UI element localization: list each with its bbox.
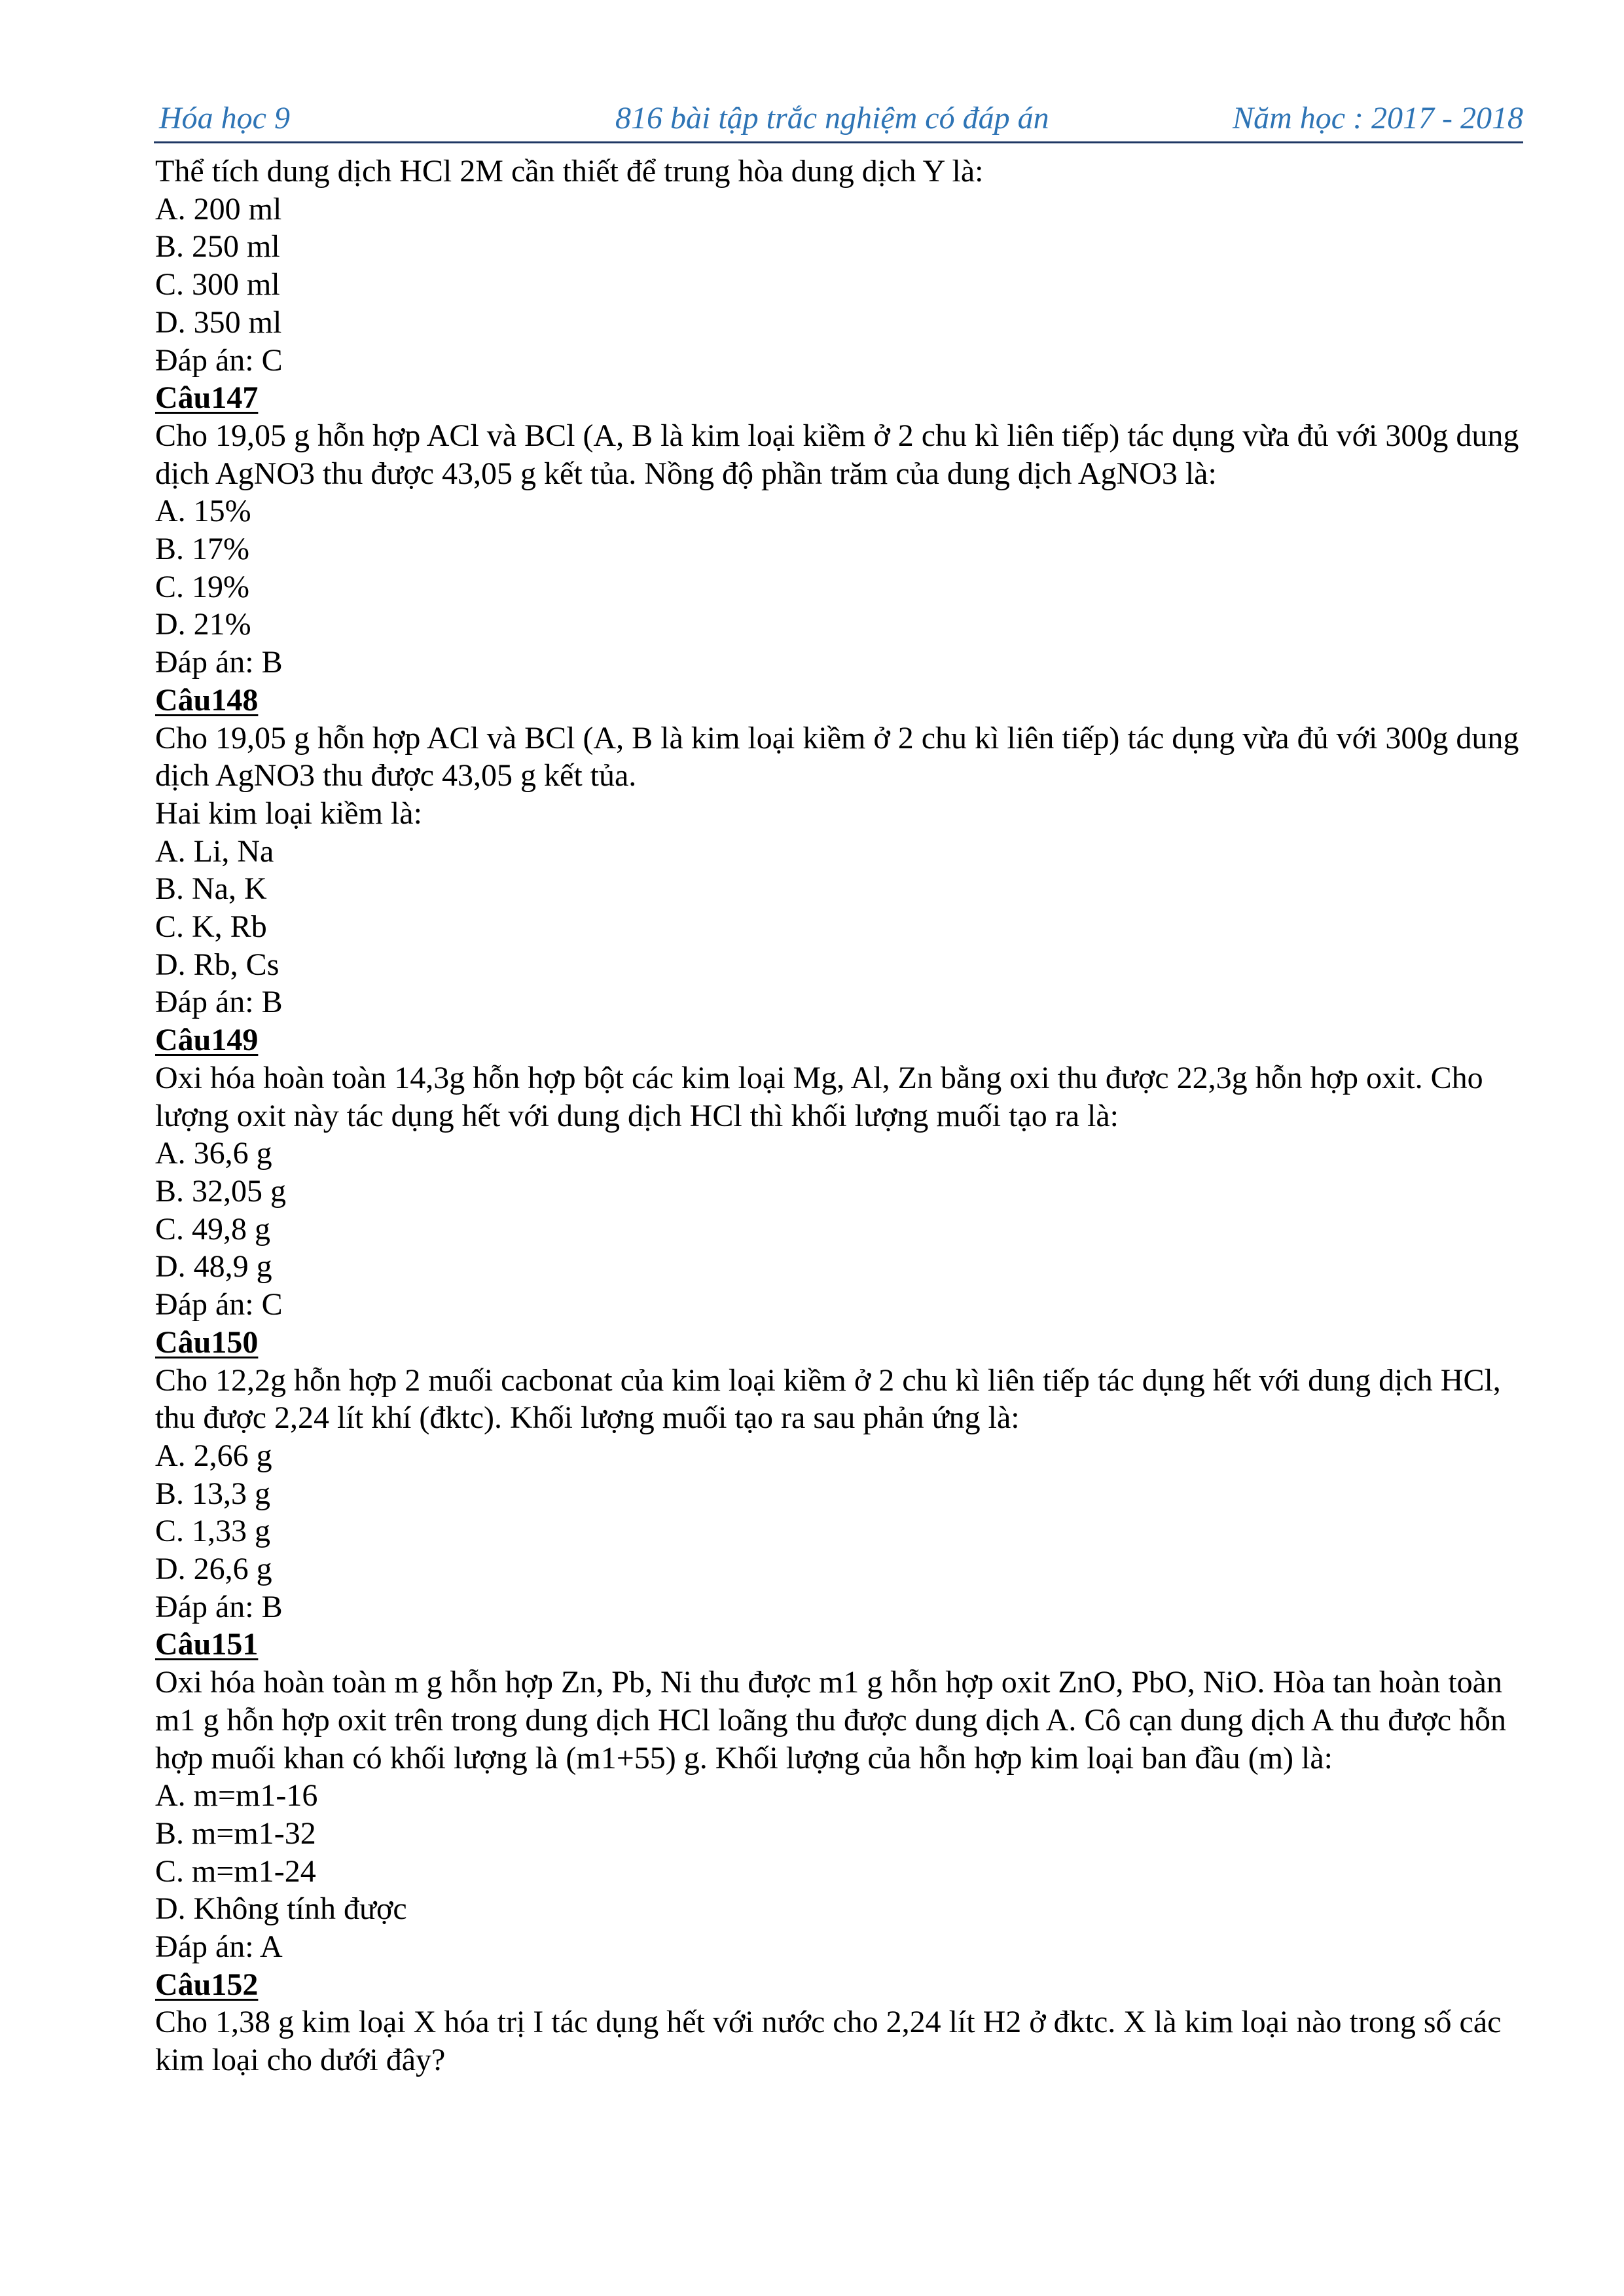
question-text: Hai kim loại kiềm là: (155, 795, 422, 831)
option-d: D. 26,6 g (155, 1552, 272, 1587)
option-a: A. 2,66 g (155, 1438, 272, 1473)
question-title-152: Câu152 (155, 1967, 259, 2002)
answer-line: Đáp án: B (155, 985, 283, 1020)
option-a: A. 200 ml (155, 191, 282, 227)
option-d: D. Rb, Cs (155, 947, 280, 982)
option-a: A. 15% (155, 494, 251, 529)
option-c: C. 19% (155, 569, 249, 604)
option-b: B. 17% (155, 532, 249, 567)
option-a: A. Li, Na (155, 833, 274, 869)
option-d: D. 48,9 g (155, 1249, 272, 1285)
question-title-149: Câu149 (155, 1023, 259, 1058)
question-text: Oxi hóa hoàn toàn 14,3g hỗn hợp bột các kim loại Mg, Al, Zn bằng oxi thu được 22,3g hỗn hợp oxit. Cho lượng oxit này tác dụng hết với dung dịch HCl thì khối lượng muối tạo ra là: (155, 1060, 1483, 1133)
header-title: 816 bài tập trắc nghiệm có đáp án (615, 101, 1049, 136)
option-b: B. m=m1-32 (155, 1815, 316, 1851)
question-text: Thể tích dung dịch HCl 2M cần thiết để trung hòa dung dịch Y là: (155, 154, 984, 189)
option-c: C. K, Rb (155, 909, 267, 945)
option-b: B. 13,3 g (155, 1476, 271, 1511)
option-d: D. 350 ml (155, 304, 282, 340)
option-c: C. m=m1-24 (155, 1853, 316, 1889)
option-d: D. 21% (155, 607, 251, 642)
header-subject: Hóa học 9 (159, 101, 290, 136)
answer-line: Đáp án: A (155, 1929, 283, 1965)
question-title-150: Câu150 (155, 1324, 259, 1360)
option-a: A. m=m1-16 (155, 1778, 318, 1813)
option-b: B. 250 ml (155, 229, 280, 264)
answer-line: Đáp án: B (155, 1589, 283, 1624)
option-a: A. 36,6 g (155, 1136, 272, 1171)
page-header (154, 96, 1523, 143)
question-text: Cho 1,38 g kim loại X hóa trị I tác dụng hết với nước cho 2,24 lít H2 ở đktc. X là kim loại nào trong số các kim loại cho dưới đây? (155, 2005, 1502, 2078)
option-c: C. 1,33 g (155, 1514, 271, 1549)
question-title-148: Câu148 (155, 682, 259, 718)
question-text: Cho 19,05 g hỗn hợp ACl và BCl (A, B là kim loại kiềm ở 2 chu kì liên tiếp) tác dụng vừa đủ với 300g dung dịch AgNO3 thu được 43,05 g kết tủa. (155, 720, 1519, 793)
option-b: B. 32,05 g (155, 1173, 287, 1209)
answer-line: Đáp án: C (155, 342, 283, 378)
option-c: C. 49,8 g (155, 1211, 271, 1247)
header-school-year: Năm học : 2017 - 2018 (1233, 101, 1523, 136)
question-title-151: Câu151 (155, 1627, 259, 1662)
question-text: Cho 19,05 g hỗn hợp ACl và BCl (A, B là kim loại kiềm ở 2 chu kì liên tiếp) tác dụng vừa đủ với 300g dung dịch AgNO3 thu được 43,05 g kết tủa. Nồng độ phần trăm của dung dịch AgNO3 là: (155, 418, 1519, 491)
document-body (155, 153, 1523, 2079)
question-title-147: Câu147 (155, 380, 259, 416)
question-text: Cho 12,2g hỗn hợp 2 muối cacbonat của kim loại kiềm ở 2 chu kì liên tiếp tác dụng hết với dung dịch HCl, thu được 2,24 lít khí (đktc). Khối lượng muối tạo ra sau phản ứng là: (155, 1362, 1501, 1436)
option-c: C. 300 ml (155, 267, 280, 302)
option-d: D. Không tính được (155, 1891, 407, 1927)
answer-line: Đáp án: B (155, 645, 283, 680)
option-b: B. Na, K (155, 871, 267, 907)
question-text: Oxi hóa hoàn toàn m g hỗn hợp Zn, Pb, Ni thu được m1 g hỗn hợp oxit ZnO, PbO, NiO. Hòa tan hoàn toàn m1 g hỗn hợp oxit trên trong dung dịch HCl loãng thu được dung dịch A. Cô cạn dung dịch A thu được hỗn hợp muối khan có khối lượng là (m1+55) g. Khối lượng của hỗn hợp kim loại ban đầu (m) là: (155, 1665, 1506, 1776)
answer-line: Đáp án: C (155, 1287, 283, 1322)
